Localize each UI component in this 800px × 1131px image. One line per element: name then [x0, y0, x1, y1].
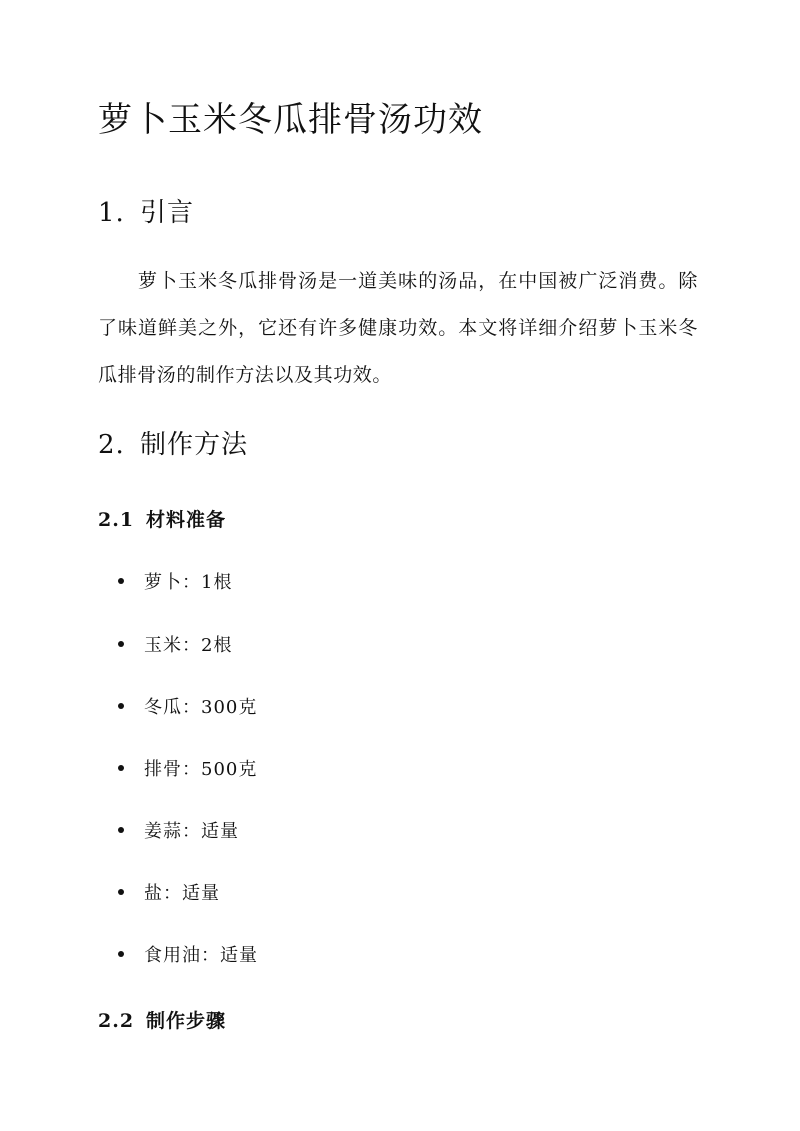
list-item-text: 排骨：500克	[144, 759, 258, 780]
subsection-2-2-title: 制作步骤	[146, 1010, 227, 1032]
list-item-text: 盐：适量	[144, 883, 220, 904]
section-1-title: 引言	[140, 198, 195, 228]
bullet-icon	[118, 641, 124, 647]
list-item-text: 玉米：2根	[144, 635, 233, 656]
section-2-title: 制作方法	[140, 430, 249, 460]
list-item-text: 萝卜：1根	[144, 572, 233, 593]
subsection-2-2-number: 2.2	[98, 1010, 135, 1032]
list-item	[98, 571, 232, 595]
subsection-2-2-heading	[98, 1008, 226, 1034]
subsection-2-1-heading	[98, 507, 226, 533]
intro-paragraph: 萝卜玉米冬瓜排骨汤是一道美味的汤品，在中国被广泛消费。除了味道鲜美之外，它还有许多健康功效。本文将详细介绍萝卜玉米冬瓜排骨汤的制作方法以及其功效。	[98, 270, 698, 386]
bullet-icon	[118, 578, 124, 584]
bullet-icon	[118, 951, 124, 957]
document-title: 萝卜玉米冬瓜排骨汤功效	[98, 100, 483, 140]
list-item-text: 姜蒜：适量	[144, 821, 239, 842]
list-item	[98, 944, 258, 968]
section-2-heading	[98, 428, 248, 462]
list-item-text: 冬瓜：300克	[144, 697, 258, 718]
subsection-2-1-title: 材料准备	[146, 509, 227, 531]
section-1-heading	[98, 196, 194, 230]
list-item	[98, 758, 257, 782]
list-item	[98, 696, 257, 720]
bullet-icon	[118, 889, 124, 895]
list-item	[98, 634, 232, 658]
bullet-icon	[118, 765, 124, 771]
section-2-number: 2.	[98, 430, 125, 460]
list-item	[98, 882, 220, 906]
section-1-number: 1.	[98, 198, 125, 228]
list-item-text: 食用油：适量	[144, 945, 258, 966]
bullet-icon	[118, 827, 124, 833]
list-item	[98, 820, 239, 844]
bullet-icon	[118, 703, 124, 709]
subsection-2-1-number: 2.1	[98, 509, 135, 531]
